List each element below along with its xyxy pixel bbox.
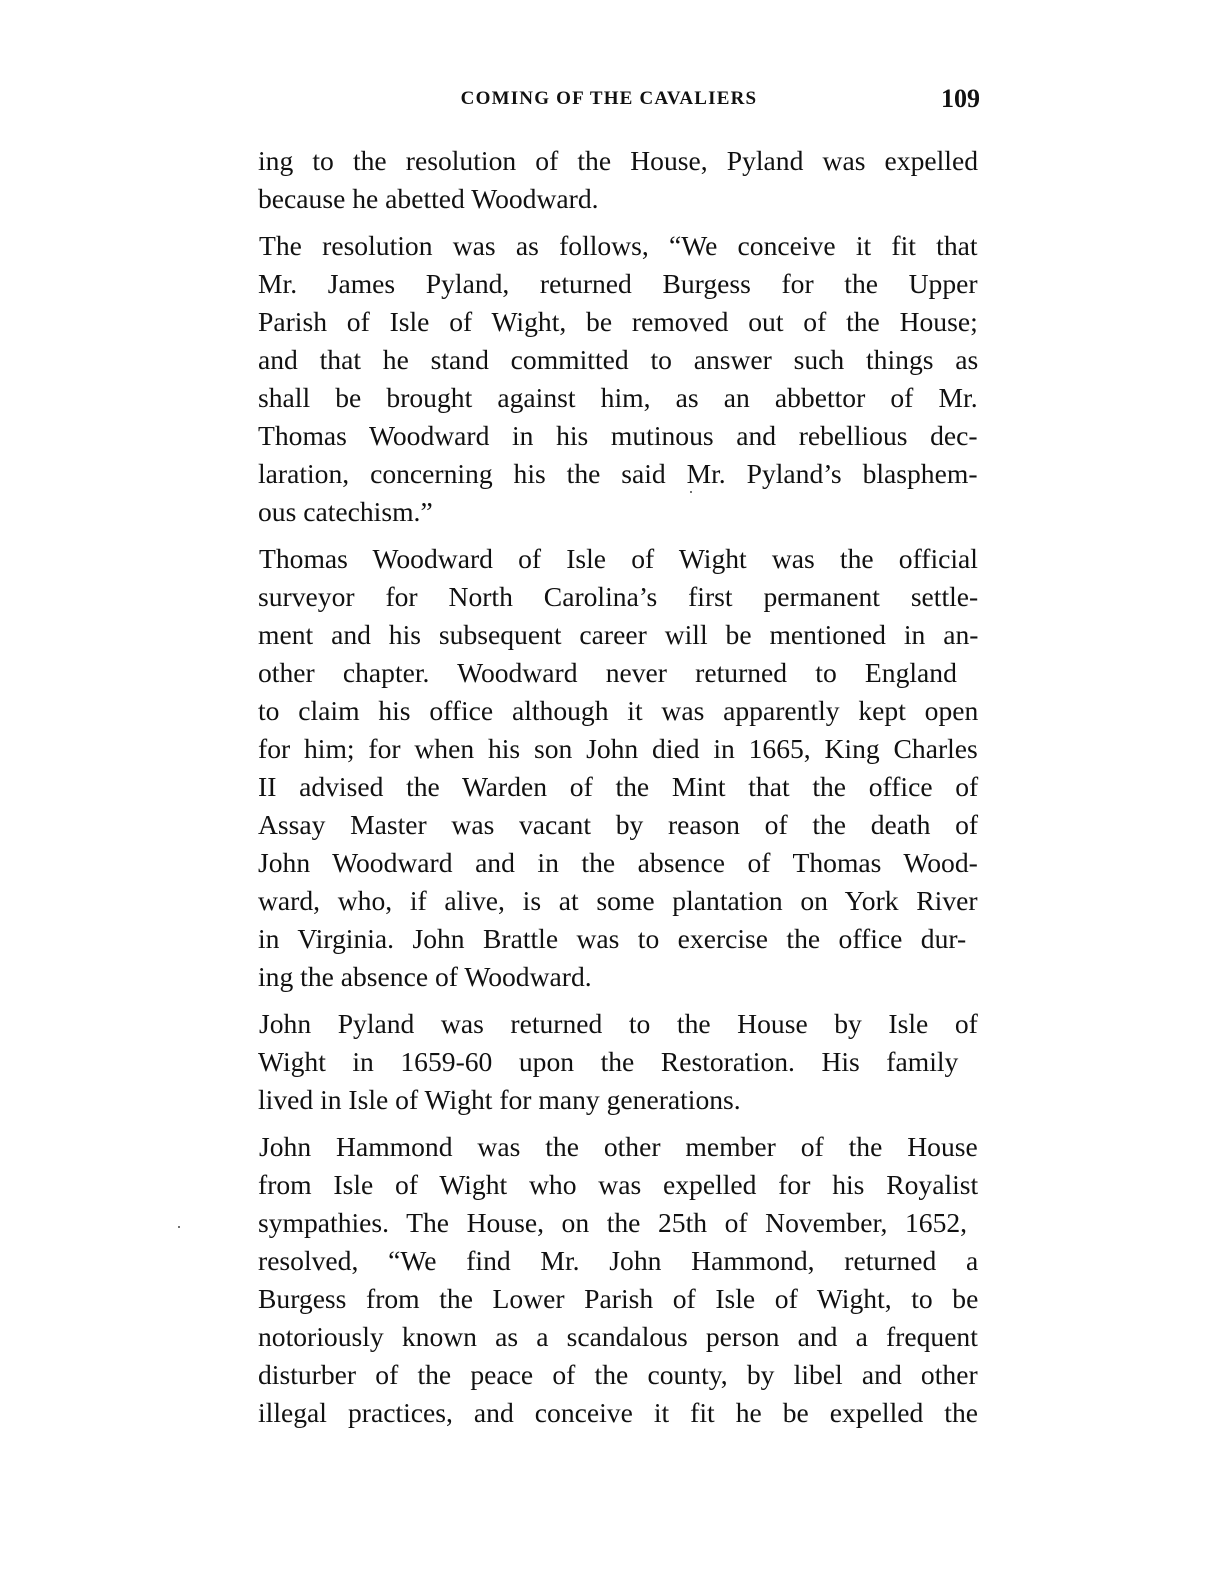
text-line: resolved, “We find Mr. John Hammond, returned a <box>258 1245 979 1276</box>
text-line: Wight in 1659-60 upon the Restoration. His family <box>258 1046 959 1077</box>
text-line: illegal practices, and conceive it fit he be expelled the <box>258 1397 978 1428</box>
text-line: Thomas Woodward in his mutinous and rebellious dec- <box>258 420 978 451</box>
text-line: Parish of Isle of Wight, be removed out of the House; <box>258 306 978 337</box>
text-line: II advised the Warden of the Mint that the office of <box>258 771 979 802</box>
text-line: ing to the resolution of the House, Pyland was expelled <box>258 145 979 176</box>
scan-speck <box>690 491 692 493</box>
body-text <box>258 142 978 1432</box>
text-line: Mr. James Pyland, returned Burgess for the Upper <box>258 268 978 299</box>
paragraph-4 <box>258 1005 978 1119</box>
text-line: ward, who, if alive, is at some plantation on York River <box>258 885 978 916</box>
text-line: sympathies. The House, on the 25th of November, 1652, <box>258 1207 968 1238</box>
text-line: other chapter. Woodward never returned to England <box>258 657 957 688</box>
paragraph-2 <box>258 227 978 531</box>
running-title: COMING OF THE CAVALIERS <box>460 88 758 109</box>
text-line: John Hammond was the other member of the House <box>259 1131 978 1162</box>
text-line: from Isle of Wight who was expelled for his Royalist <box>258 1169 979 1200</box>
text-line: disturber of the peace of the county, by libel and other <box>258 1359 978 1390</box>
text-line: lived in Isle of Wight for many generations. <box>258 1084 741 1115</box>
paragraph-3 <box>258 540 978 996</box>
text-line: ous catechism.” <box>258 496 433 527</box>
text-line: because he abetted Woodward. <box>258 183 599 214</box>
text-line: ment and his subsequent career will be mentioned in an- <box>258 619 979 650</box>
text-line: Assay Master was vacant by reason of the death of <box>258 809 979 840</box>
text-line: Thomas Woodward of Isle of Wight was the official <box>259 543 978 574</box>
scan-speck <box>178 1226 180 1228</box>
text-line: and that he stand committed to answer such things as <box>258 344 979 375</box>
text-line: ing the absence of Woodward. <box>258 961 592 992</box>
text-line: Burgess from the Lower Parish of Isle of Wight, to be <box>258 1283 979 1314</box>
page-number: 109 <box>941 84 980 113</box>
text-line: laration, concerning his the said Mr. Pyland’s blasphem- <box>258 458 978 489</box>
text-line: in Virginia. John Brattle was to exercise the office dur- <box>258 923 967 954</box>
text-line: John Woodward and in the absence of Thomas Wood- <box>258 847 978 878</box>
running-head <box>258 84 980 118</box>
text-line: for him; for when his son John died in 1665, King Charles <box>258 733 978 764</box>
text-line: shall be brought against him, as an abbettor of Mr. <box>258 382 978 413</box>
text-line: surveyor for North Carolina’s first permanent settle- <box>258 581 979 612</box>
text-line: John Pyland was returned to the House by Isle of <box>259 1008 978 1039</box>
paragraph-1 <box>258 142 978 218</box>
text-line: to claim his office although it was apparently kept open <box>258 695 979 726</box>
text-line: notoriously known as a scandalous person and a frequent <box>258 1321 978 1352</box>
paragraph-5 <box>258 1128 978 1432</box>
text-line: The resolution was as follows, “We conceive it fit that <box>259 230 978 261</box>
